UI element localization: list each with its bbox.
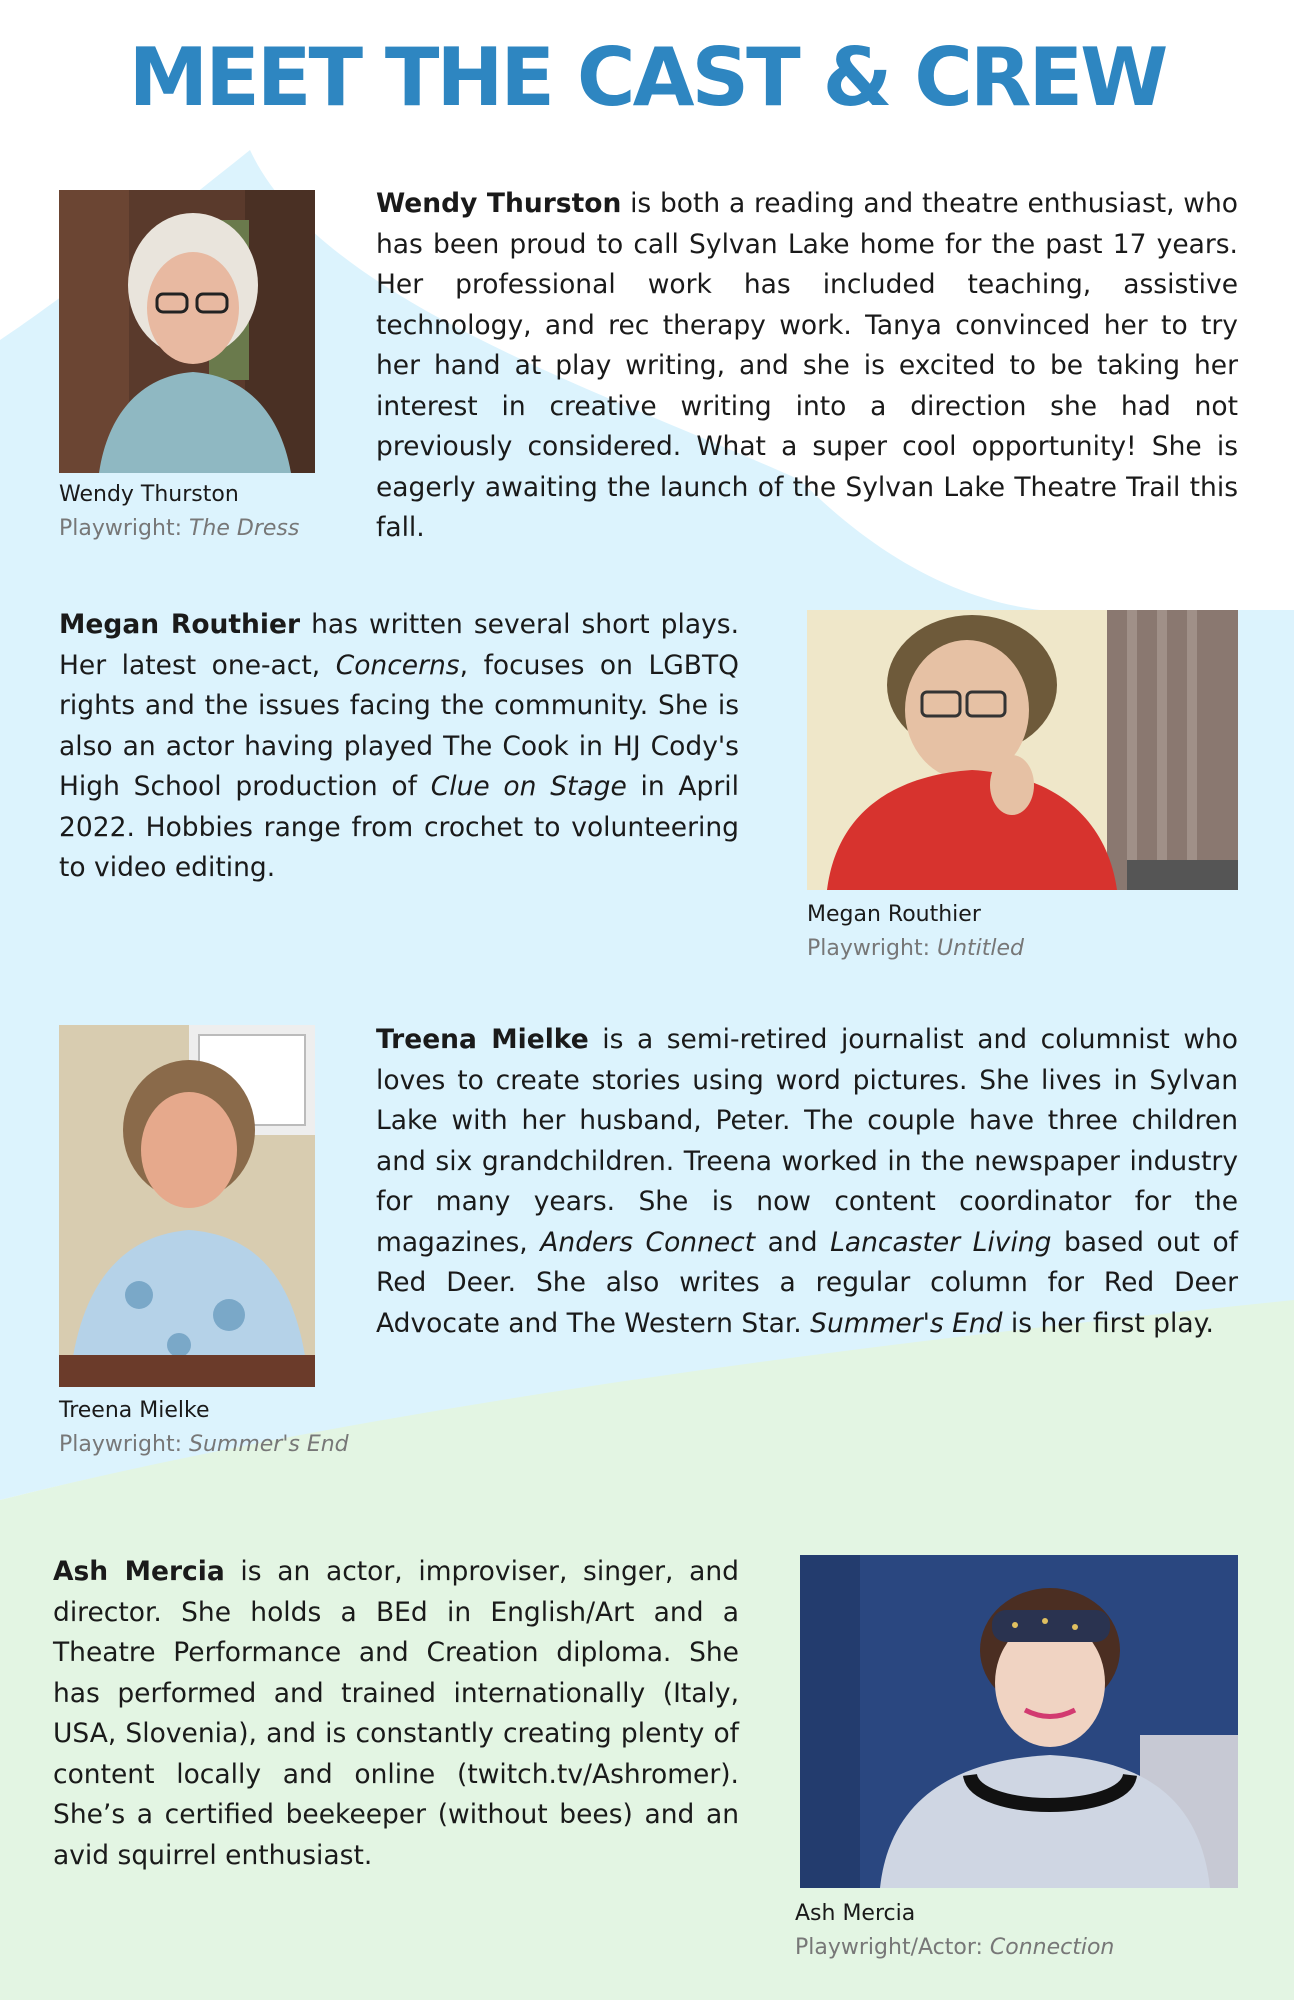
caption-name: Ash Mercia xyxy=(795,1901,916,1926)
ash-mercia-bio: Ash Mercia is an actor, improviser, singer, and director. She holds a BEd in English/Art and a Theatre Performance and Creation diploma. She has performed and trained internationally (Italy, USA, Slovenia), and is constantly creating plenty of content locally and online (twitch.tv/Ashromer). She’s a certified beekeeper (without bees) and an avid squirrel enthusiast. xyxy=(53,1556,739,1871)
caption-role: Playwright: Untitled xyxy=(807,936,1025,961)
ash-mercia-caption xyxy=(795,1897,1215,1965)
page-title: MEET THE CAST & CREW xyxy=(128,31,1166,124)
caption-role: Playwright: Summer's End xyxy=(59,1432,349,1457)
megan-routhier-caption xyxy=(807,898,1207,966)
treena-mielke-caption xyxy=(59,1394,399,1462)
treena-mielke-photo xyxy=(59,1025,315,1387)
wendy-thurston-bio: Wendy Thurston is both a reading and theatre enthusiast, who has been proud to call Sylvan Lake home for the past 17 years. Her professional work has included teaching, assistive technology, and rec therapy work. Tanya convinced her to try her hand at play writing, and she is excited to be taking her interest in creative writing into a direction she had not previously considered. What a super cool opportunity! She is eagerly awaiting the launch of the Sylvan Lake Theatre Trail this fall. xyxy=(376,188,1238,543)
bio-name: Treena Mielke xyxy=(376,1024,589,1055)
caption-name: Wendy Thurston xyxy=(59,482,239,507)
megan-routhier-photo xyxy=(807,610,1238,890)
caption-name: Megan Routhier xyxy=(807,902,981,927)
caption-name: Treena Mielke xyxy=(59,1398,210,1423)
caption-role: Playwright: The Dress xyxy=(59,516,300,541)
megan-routhier-bio: Megan Routhier has written several short plays. Her latest one-act, Concerns, focuses on LGBTQ rights and the issues facing the community. She is also an actor having played The Cook in HJ Cody's High School production of Clue on Stage in April 2022. Hobbies range from crochet to volunteering to video editing. xyxy=(59,609,739,883)
ash-mercia-photo xyxy=(800,1555,1238,1888)
wendy-thurston-caption xyxy=(59,478,339,546)
bio-name: Ash Mercia xyxy=(53,1556,225,1587)
bio-name: Wendy Thurston xyxy=(376,188,622,219)
caption-role: Playwright/Actor: Connection xyxy=(795,1935,1115,1960)
bio-name: Megan Routhier xyxy=(59,609,301,640)
wendy-thurston-photo xyxy=(59,190,315,473)
treena-mielke-bio: Treena Mielke is a semi-retired journalist and columnist who loves to create stories using word pictures. She lives in Sylvan Lake with her husband, Peter. The couple have three children and six grandchildren. Treena worked in the newspaper industry for many years. She is now content coordinator for the magazines, Anders Connect and Lancaster Living based out of Red Deer. She also writes a regular column for Red Deer Advocate and The Western Star. Summer's End is her first play. xyxy=(376,1024,1239,1339)
